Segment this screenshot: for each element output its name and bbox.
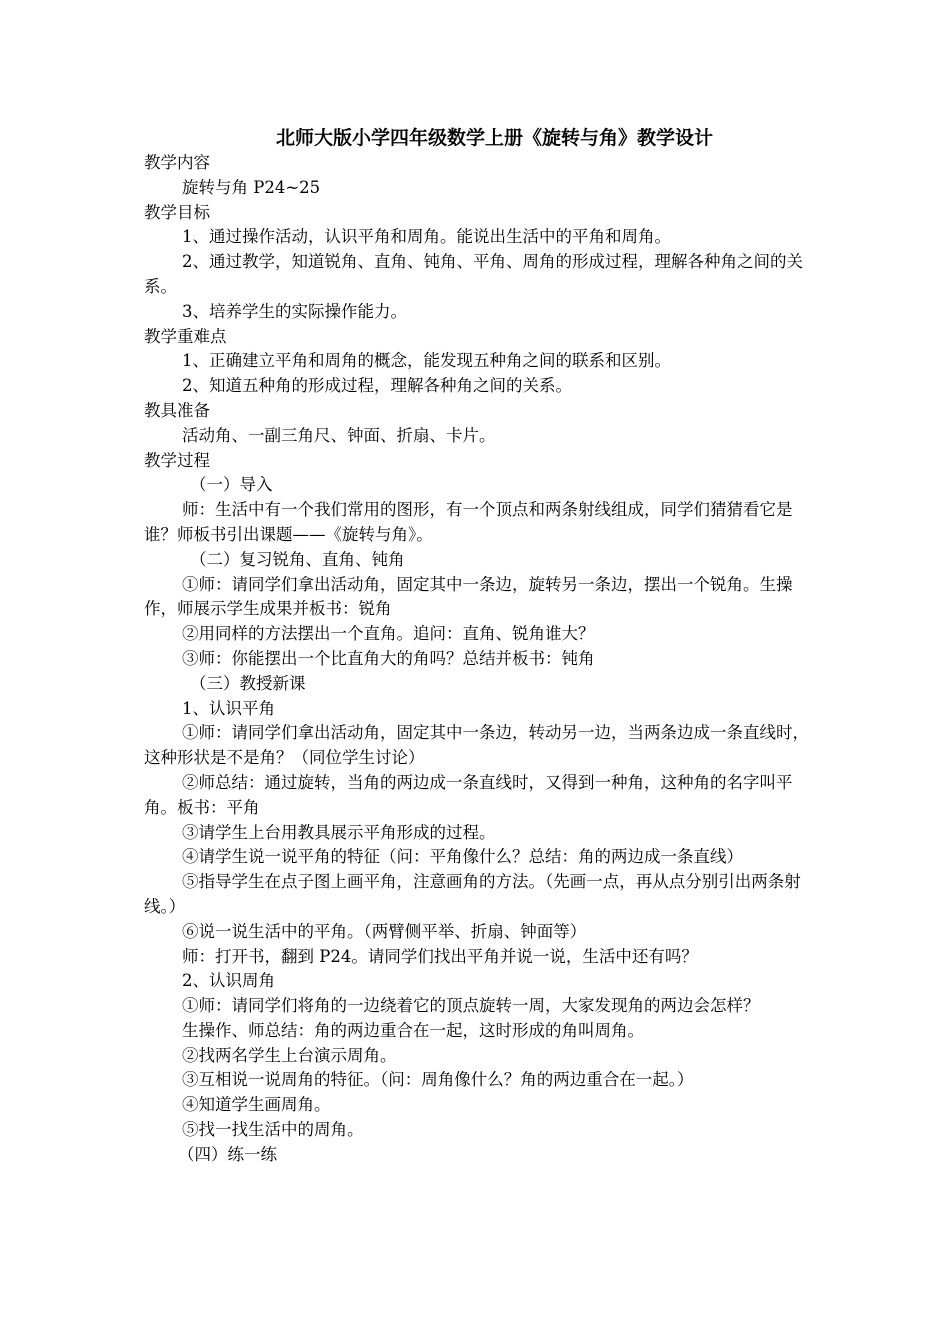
paragraph: ③请学生上台用教具展示平角形成的过程。 <box>182 822 496 842</box>
paragraph: 1、认识平角 <box>182 698 275 718</box>
paragraph: ②用同样的方法摆出一个直角。追问：直角、锐角谁大？ <box>182 624 595 644</box>
paragraph: ②找两名学生上台演示周角。 <box>182 1045 397 1065</box>
section-heading: 教学内容 <box>144 153 210 172</box>
section-heading: 教具准备 <box>144 400 210 420</box>
paragraph: ③师：你能摆出一个比直角大的角吗？总结并板书：钝角 <box>182 648 595 668</box>
paragraph: （一）导入 <box>190 475 273 495</box>
section-heading: 教学过程 <box>144 450 210 470</box>
paragraph: 1、正确建立平角和周角的概念，能发现五种角之间的联系和区别。 <box>182 351 671 371</box>
paragraph: ③互相说一说周角的特征。（问：周角像什么？角的两边重合在一起。） <box>182 1070 694 1090</box>
paragraph: （四）练一练 <box>178 1144 277 1164</box>
paragraph: ①师：请同学们拿出活动角，固定其中一条边，转动另一边，当两条边成一条直线时，这种形状是不是角？（同位学生讨论） <box>144 723 809 768</box>
paragraph: ①师：请同学们将角的一边绕着它的顶点旋转一周，大家发现角的两边会怎样？ <box>182 996 760 1016</box>
section-heading: 教学重难点 <box>144 326 227 346</box>
paragraph: （二）复习锐角、直角、钝角 <box>190 549 405 569</box>
paragraph: 2、知道五种角的形成过程，理解各种角之间的关系。 <box>182 376 572 396</box>
paragraph: 活动角、一副三角尺、钟面、折扇、卡片。 <box>182 425 496 445</box>
paragraph: ②师总结：通过旋转，当角的两边成一条直线时，又得到一种角，这种角的名字叫平角。板书：平角 <box>144 772 793 817</box>
paragraph: 2、通过教学，知道锐角、直角、钝角、平角、周角的形成过程，理解各种角之间的关系。 <box>144 252 803 296</box>
paragraph: ⑥说一说生活中的平角。（两臂侧平举、折扇、钟面等） <box>182 921 587 941</box>
paragraph: 师：生活中有一个我们常用的图形，有一个顶点和两条射线组成，同学们猜猜看它是谁？师板书引出课题——《旋转与角》。 <box>144 500 793 544</box>
paragraph: ④知道学生画周角。 <box>182 1095 331 1115</box>
document-title: 北师大版小学四年级数学上册《旋转与角》教学设计 <box>276 127 714 149</box>
paragraph: 2、认识周角 <box>182 971 275 991</box>
paragraph: ④请学生说一说平角的特征（问：平角像什么？总结：角的两边成一条直线） <box>182 847 743 867</box>
paragraph: 3、培养学生的实际操作能力。 <box>182 301 407 321</box>
paragraph: ⑤指导学生在点子图上画平角，注意画角的方法。（先画一点，再从点分别引出两条射线。） <box>144 872 801 916</box>
paragraph: 生操作、师总结：角的两边重合在一起，这时形成的角叫周角。 <box>182 1020 644 1040</box>
paragraph: 师：打开书，翻到 P24。请同学们找出平角并说一说，生活中还有吗？ <box>182 946 698 966</box>
document-body <box>144 151 810 1168</box>
paragraph: ①师：请同学们拿出活动角，固定其中一条边，旋转另一条边，摆出一个锐角。生操作，师展示学生成果并板书：锐角 <box>144 574 793 619</box>
section-heading: 教学目标 <box>144 202 210 222</box>
paragraph: 1、通过操作活动，认识平角和周角。能说出生活中的平角和周角。 <box>182 227 671 247</box>
paragraph: （三）教授新课 <box>190 673 306 693</box>
paragraph: 旋转与角 P24~25 <box>182 177 321 197</box>
paragraph: ⑤找一找生活中的周角。 <box>182 1120 364 1140</box>
